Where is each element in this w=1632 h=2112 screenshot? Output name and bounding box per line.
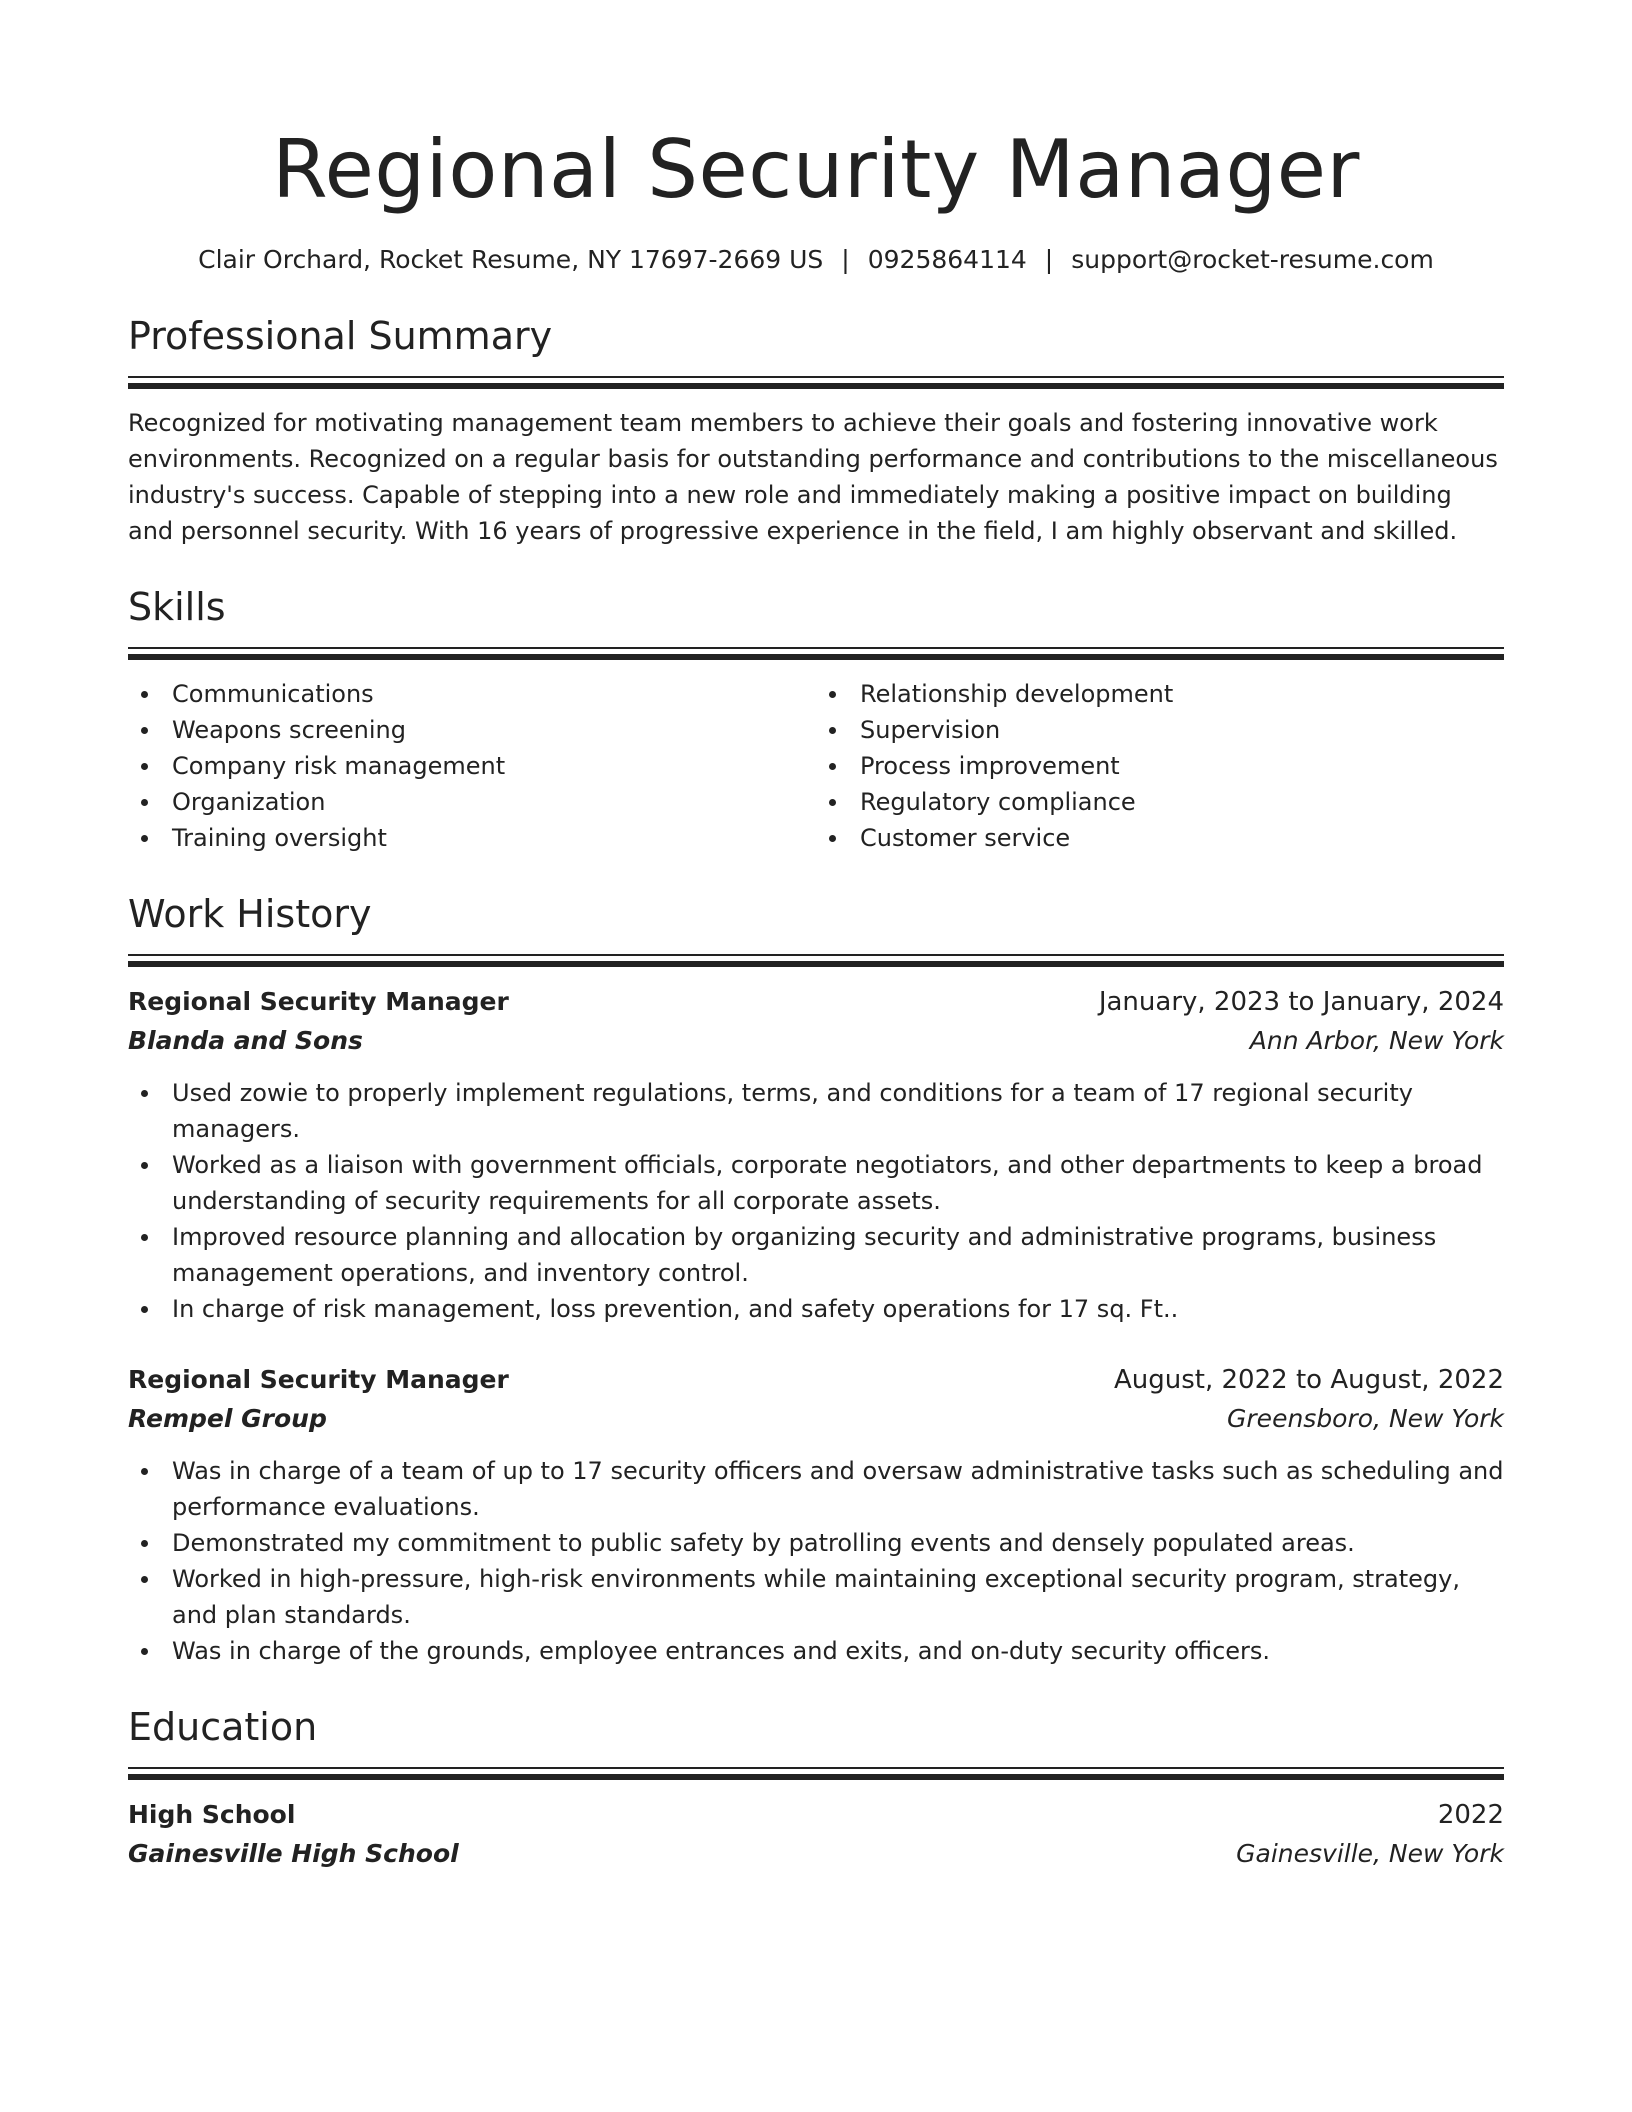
contact-address: Clair Orchard, Rocket Resume, NY 17697-2669 US [198, 245, 824, 274]
skill-item: Communications [128, 676, 816, 712]
summary-text: Recognized for motivating management team members to achieve their goals and fostering innovative work environments. Recognized on a regular basis for outstanding performance and contributions to the miscellaneous industry's success. Capable of stepping into a new role and immediately making a positive impact on building and personnel security. With 16 years of progressive experience in the field, I am highly observant and skilled. [128, 409, 1498, 545]
education-entry [128, 1796, 1504, 1874]
education-location: Gainesville, New York [1236, 1839, 1504, 1868]
education-heading: Education [128, 1705, 318, 1749]
job-bullet: In charge of risk management, loss prevention, and safety operations for 17 sq. Ft.. [128, 1291, 1504, 1327]
education-degree: High School [128, 1800, 296, 1829]
skills-section [128, 583, 1504, 856]
job-company: Rempel Group [128, 1404, 327, 1433]
education-school: Gainesville High School [128, 1839, 459, 1868]
job-entry [128, 1361, 1504, 1669]
job-subheader [128, 1399, 1504, 1439]
skill-item: Weapons screening [128, 712, 816, 748]
job-bullets [128, 1453, 1504, 1669]
skill-item: Organization [128, 784, 816, 820]
work-history-section [128, 890, 1504, 1669]
skill-item: Regulatory compliance [816, 784, 1504, 820]
job-header [128, 1361, 1504, 1399]
job-bullets [128, 1075, 1504, 1327]
section-divider [128, 954, 1504, 967]
summary-section [128, 312, 1504, 549]
job-bullet: Was in charge of the grounds, employee entrances and exits, and on-duty security officers. [128, 1633, 1504, 1669]
job-title: Regional Security Manager [128, 987, 509, 1016]
job-bullet: Worked in high-pressure, high-risk environments while maintaining exceptional security program, strategy, and plan standards. [128, 1561, 1504, 1633]
skills-heading: Skills [128, 585, 226, 629]
contact-separator: | [841, 245, 850, 274]
education-header [128, 1796, 1504, 1834]
summary-heading: Professional Summary [128, 314, 553, 358]
job-subheader [128, 1021, 1504, 1061]
skills-column-right [816, 676, 1504, 856]
job-title: Regional Security Manager [128, 1365, 509, 1394]
job-dates: August, 2022 to August, 2022 [1114, 1365, 1504, 1395]
skills-column-left [128, 676, 816, 856]
job-dates: January, 2023 to January, 2024 [1098, 987, 1504, 1017]
skill-item: Supervision [816, 712, 1504, 748]
section-divider [128, 1767, 1504, 1780]
job-entry [128, 983, 1504, 1327]
section-divider [128, 647, 1504, 660]
skill-item: Company risk management [128, 748, 816, 784]
contact-separator: | [1044, 245, 1054, 274]
skill-item: Relationship development [816, 676, 1504, 712]
contact-line [128, 242, 1504, 278]
contact-phone: 0925864114 [867, 245, 1027, 274]
education-section [128, 1703, 1504, 1874]
job-bullet: Improved resource planning and allocation by organizing security and administrative programs, business management operations, and inventory control. [128, 1219, 1504, 1291]
skills-list [128, 676, 1504, 856]
job-location: Ann Arbor, New York [1249, 1026, 1504, 1055]
work-history-heading: Work History [128, 892, 372, 936]
job-company: Blanda and Sons [128, 1026, 363, 1055]
education-year: 2022 [1437, 1800, 1504, 1830]
job-header [128, 983, 1504, 1021]
section-divider [128, 376, 1504, 389]
skill-item: Customer service [816, 820, 1504, 856]
skill-item: Training oversight [128, 820, 816, 856]
job-location: Greensboro, New York [1227, 1404, 1504, 1433]
skill-item: Process improvement [816, 748, 1504, 784]
contact-email: support@rocket-resume.com [1071, 245, 1434, 274]
resume-name: Regional Security Manager [272, 123, 1360, 216]
education-subheader [128, 1834, 1504, 1874]
job-bullet: Worked as a liaison with government officials, corporate negotiators, and other departments to keep a broad understanding of security requirements for all corporate assets. [128, 1147, 1504, 1219]
job-bullet: Demonstrated my commitment to public safety by patrolling events and densely populated areas. [128, 1525, 1504, 1561]
job-bullet: Was in charge of a team of up to 17 security officers and oversaw administrative tasks such as scheduling and performance evaluations. [128, 1453, 1504, 1525]
job-bullet: Used zowie to properly implement regulations, terms, and conditions for a team of 17 regional security managers. [128, 1075, 1504, 1147]
